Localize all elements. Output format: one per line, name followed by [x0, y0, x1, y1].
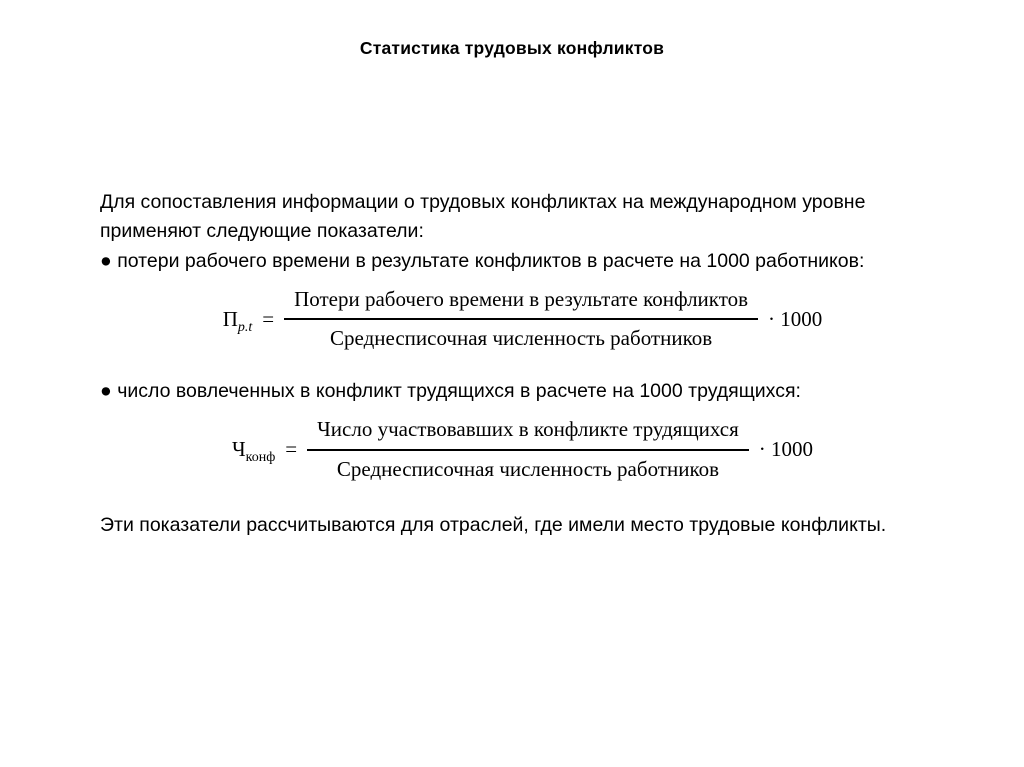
formula-losses-denominator: Среднесписочная численность работников	[330, 326, 713, 351]
formula-participants-equals: =	[285, 436, 298, 461]
formula-losses	[100, 284, 945, 355]
formula-losses-fraction	[284, 284, 758, 355]
formula-participants-symbol: Ч	[231, 436, 246, 461]
formula-participants-subscript: конф	[245, 449, 276, 465]
intro-text: Для сопоставления информации о трудовых конфликтах на международном уровне применяют следующие показатели:	[100, 191, 866, 243]
bullet-losses: ● потери рабочего времени в результате конфликтов в расчете на 1000 работников:	[100, 249, 865, 272]
outro-text: Эти показатели рассчитываются для отраслей, где имели место трудовые конфликты.	[100, 514, 887, 536]
formula-losses-subscript: p.t	[237, 319, 253, 335]
formula-participants-fraction	[307, 414, 749, 485]
formula-participants	[100, 414, 945, 485]
bullet-participants: ● число вовлеченных в конфликт трудящихся в расчете на 1000 трудящихся:	[100, 379, 801, 402]
formula-losses-numerator: Потери рабочего времени в результате конфликтов	[284, 284, 758, 321]
formula-losses-symbol: П	[222, 306, 238, 331]
slide-title: Статистика трудовых конфликтов	[359, 38, 665, 58]
formula-losses-multiplier: · 1000	[768, 306, 823, 331]
formula-participants-variable	[232, 434, 275, 466]
slide-content	[100, 188, 945, 540]
formula-participants-numerator: Число участвовавших в конфликте трудящихся	[307, 414, 749, 451]
formula-participants-denominator: Среднесписочная численность работников	[336, 456, 719, 481]
formula-losses-equals: =	[262, 306, 275, 331]
formula-participants-multiplier: · 1000	[758, 436, 813, 461]
formula-losses-variable	[223, 304, 253, 336]
